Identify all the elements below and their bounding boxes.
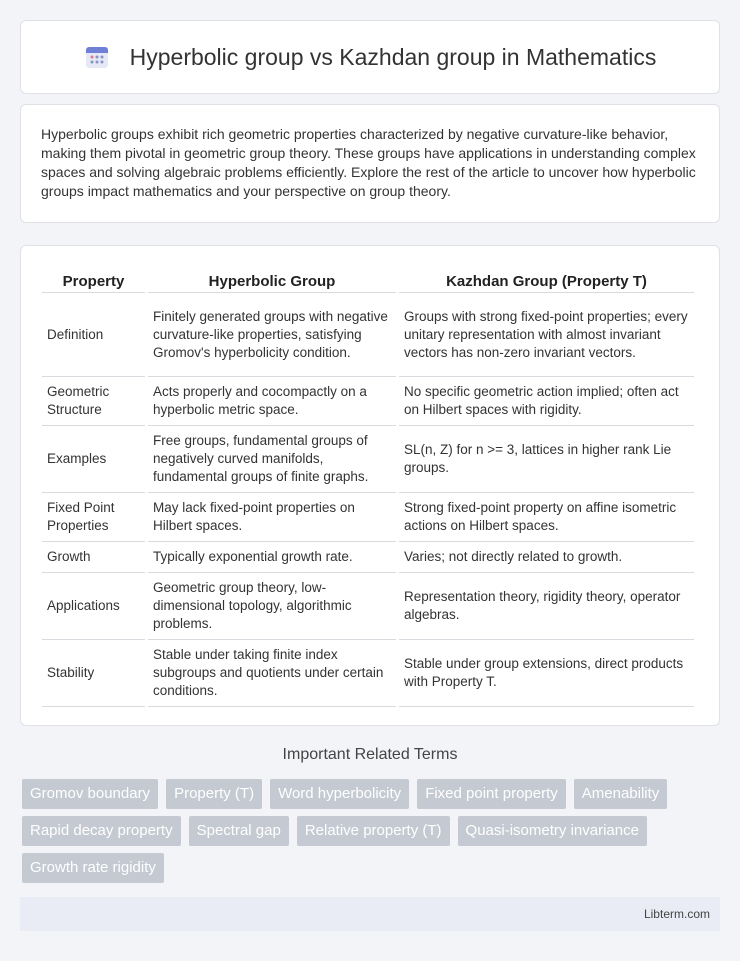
table-row xyxy=(42,426,694,493)
related-term-tag[interactable]: Relative property (T) xyxy=(297,816,450,846)
hyperbolic-cell: Geometric group theory, low-dimensional topology, algorithmic problems. xyxy=(148,573,396,640)
related-terms-title: Important Related Terms xyxy=(282,746,458,763)
kazhdan-cell: Groups with strong fixed-point properties; every unitary representation with almost invariant vectors has non-zero invariant vectors. xyxy=(399,293,694,377)
comparison-table xyxy=(39,266,697,707)
related-term-tag[interactable]: Quasi-isometry invariance xyxy=(458,816,647,846)
related-term-tag[interactable]: Fixed point property xyxy=(417,779,566,809)
related-term-tag[interactable]: Property (T) xyxy=(166,779,262,809)
table-row xyxy=(42,573,694,640)
kazhdan-cell: No specific geometric action implied; often act on Hilbert spaces with rigidity. xyxy=(399,377,694,426)
related-term-tag[interactable]: Word hyperbolicity xyxy=(270,779,409,809)
table-header-row xyxy=(42,266,694,293)
column-header: Property xyxy=(42,266,145,293)
hyperbolic-cell: Free groups, fundamental groups of negatively curved manifolds, fundamental groups of finite graphs. xyxy=(148,426,396,493)
related-term-tag[interactable]: Spectral gap xyxy=(189,816,289,846)
table-row xyxy=(42,542,694,573)
footer xyxy=(20,897,720,931)
property-cell: Fixed Point Properties xyxy=(42,493,145,542)
property-cell: Stability xyxy=(42,640,145,707)
related-term-tag[interactable]: Gromov boundary xyxy=(22,779,158,809)
intro-card xyxy=(20,104,720,223)
related-term-tag[interactable]: Growth rate rigidity xyxy=(22,853,164,883)
kazhdan-cell: SL(n, Z) for n >= 3, lattices in higher rank Lie groups. xyxy=(399,426,694,493)
page-title: Hyperbolic group vs Kazhdan group in Mathematics xyxy=(129,43,657,70)
table-row xyxy=(42,377,694,426)
footer-brand-link[interactable]: Libterm.com xyxy=(643,907,710,921)
comparison-card xyxy=(20,245,720,726)
property-cell: Examples xyxy=(42,426,145,493)
column-header: Kazhdan Group (Property T) xyxy=(399,266,694,293)
property-cell: Applications xyxy=(42,573,145,640)
calendar-grid-icon xyxy=(84,44,110,70)
table-row xyxy=(42,293,694,377)
intro-text: Hyperbolic groups exhibit rich geometric properties characterized by negative curvature-like behavior, making them pivotal in geometric group theory. These groups have applications in understanding complex spaces and solving algebraic problems efficiently. Explore the rest of the article to uncover how hyperbolic groups impact mathematics and your perspective on group theory. xyxy=(41,126,696,199)
table-row xyxy=(42,493,694,542)
kazhdan-cell: Stable under group extensions, direct products with Property T. xyxy=(399,640,694,707)
related-term-tag[interactable]: Rapid decay property xyxy=(22,816,181,846)
kazhdan-cell: Strong fixed-point property on affine isometric actions on Hilbert spaces. xyxy=(399,493,694,542)
header-card xyxy=(20,20,720,94)
hyperbolic-cell: Acts properly and cocompactly on a hyperbolic metric space. xyxy=(148,377,396,426)
kazhdan-cell: Representation theory, rigidity theory, operator algebras. xyxy=(399,573,694,640)
hyperbolic-cell: Stable under taking finite index subgroups and quotients under certain conditions. xyxy=(148,640,396,707)
column-header: Hyperbolic Group xyxy=(148,266,396,293)
property-cell: Growth xyxy=(42,542,145,573)
table-row xyxy=(42,640,694,707)
property-cell: Definition xyxy=(42,293,145,377)
related-term-tag[interactable]: Amenability xyxy=(574,779,668,809)
property-cell: Geometric Structure xyxy=(42,377,145,426)
related-terms-list xyxy=(22,779,722,890)
kazhdan-cell: Varies; not directly related to growth. xyxy=(399,542,694,573)
hyperbolic-cell: Typically exponential growth rate. xyxy=(148,542,396,573)
hyperbolic-cell: Finitely generated groups with negative curvature-like properties, satisfying Gromov's hyperbolicity condition. xyxy=(148,293,396,377)
hyperbolic-cell: May lack fixed-point properties on Hilbert spaces. xyxy=(148,493,396,542)
